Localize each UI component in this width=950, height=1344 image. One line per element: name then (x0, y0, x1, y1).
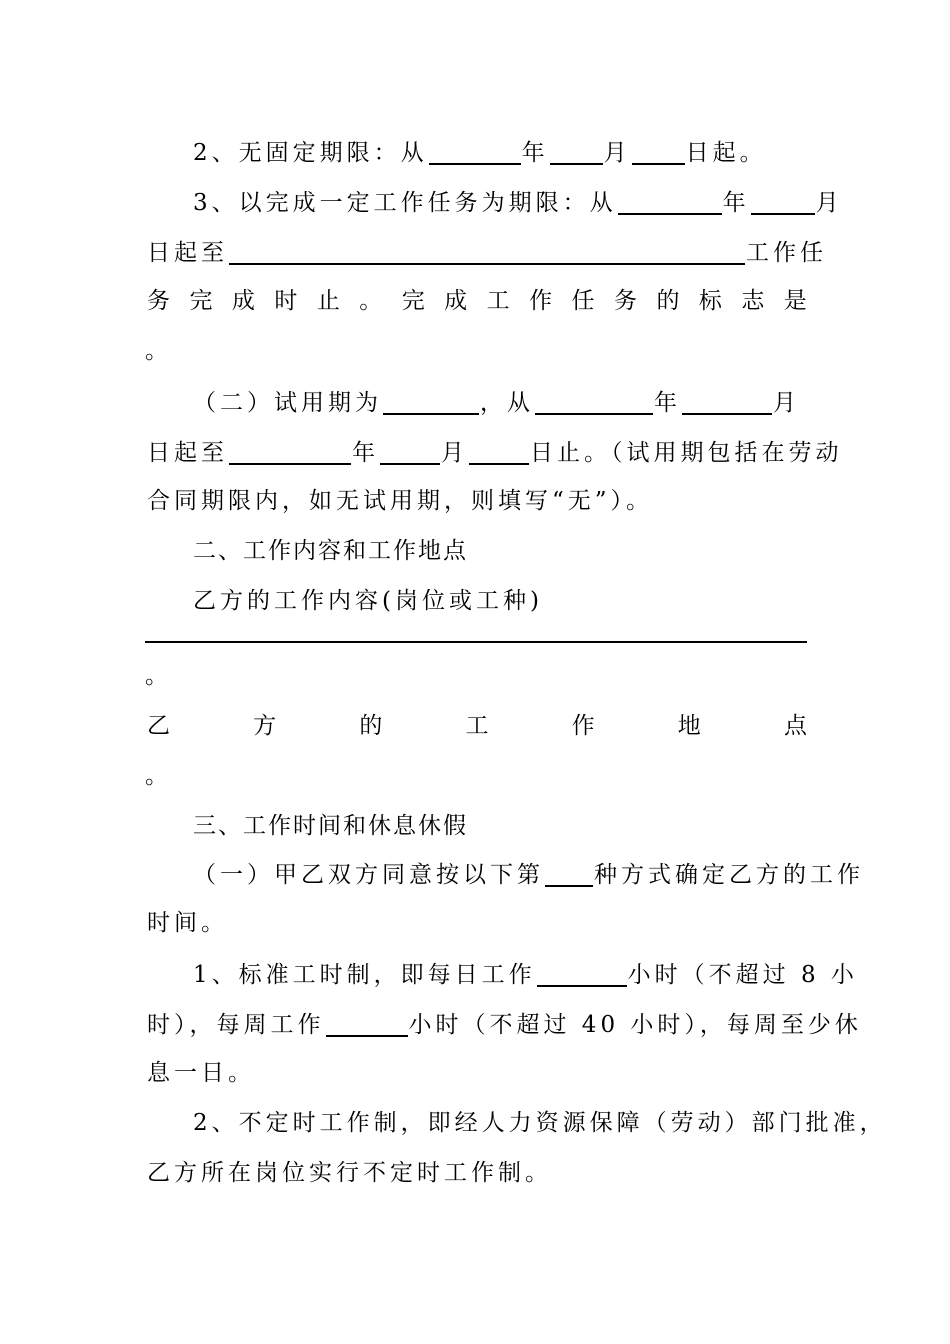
probation-line (193, 390, 800, 415)
task-term-prefix: 3、以完成一定工作任务为期限：从 (193, 190, 617, 216)
work-location-period: 。 (145, 763, 168, 789)
no-fixed-suffix: 日起。 (685, 140, 767, 166)
task-start-year-blank[interactable] (618, 190, 722, 215)
char: 工 (465, 713, 489, 739)
intro-suffix: 种方式确定乙方的工作 (594, 862, 864, 888)
char: 时 (274, 288, 298, 314)
char: 工 (486, 288, 510, 314)
daily-hours-blank[interactable] (537, 962, 627, 987)
probation-start-year-blank[interactable] (535, 390, 653, 415)
probation-prefix: （二）试用期为 (193, 390, 382, 416)
start-day-blank[interactable] (632, 140, 685, 165)
standard-line2-suffix: 小时（不超过 40 小时），每周至少休 (408, 1012, 862, 1038)
probation-year2-label: 年 (352, 440, 379, 466)
probation-line2-suffix: 日止。（试用期包括在劳动 (530, 440, 843, 466)
char: 务 (147, 288, 170, 314)
no-fixed-term-line (193, 140, 767, 165)
flexible-hours-line-2: 乙方所在岗位实行不定时工作制。 (147, 1160, 552, 1186)
char: 。 (359, 288, 383, 314)
probation-month2-label: 月 (441, 440, 468, 466)
work-content-label: 乙方的工作内容(岗位或工种) (193, 588, 543, 614)
task-start-month-blank[interactable] (751, 190, 815, 215)
start-month-blank[interactable] (550, 140, 603, 165)
char: 成 (231, 288, 255, 314)
task-until-blank[interactable] (229, 240, 745, 265)
probation-start-month-blank[interactable] (682, 390, 772, 415)
month-label: 月 (603, 140, 631, 166)
method-number-blank[interactable] (545, 862, 593, 887)
char: 止 (316, 288, 340, 314)
task-term-line (193, 190, 843, 215)
standard-hours-line (193, 962, 858, 987)
char: 成 (444, 288, 468, 314)
char: 完 (189, 288, 213, 314)
task-term-line-3 (147, 290, 807, 313)
standard-hours-line-3: 息一日。 (147, 1060, 255, 1086)
probation-line2-prefix: 日起至 (147, 440, 228, 466)
char: 务 (613, 288, 637, 314)
probation-line-2 (147, 440, 843, 465)
char: 完 (401, 288, 425, 314)
task-month-label: 月 (815, 190, 843, 216)
standard-hours-line-2 (147, 1012, 862, 1037)
char: 点 (783, 713, 807, 739)
work-time-intro (193, 862, 864, 887)
char: 任 (571, 288, 595, 314)
char: 志 (741, 288, 765, 314)
task-line2-suffix: 工作任 (746, 240, 827, 266)
probation-month-label: 月 (773, 390, 800, 416)
no-fixed-prefix: 2、无固定期限：从 (193, 140, 428, 166)
task-term-line-2 (147, 240, 827, 265)
start-year-blank[interactable] (429, 140, 521, 165)
probation-duration-blank[interactable] (383, 390, 479, 415)
probation-year-label: 年 (654, 390, 681, 416)
probation-line-3: 合同期限内，如无试用期，则填写“无”）。 (147, 488, 654, 514)
weekly-hours-blank[interactable] (326, 1012, 408, 1037)
year-label: 年 (521, 140, 549, 166)
probation-from: ，从 (480, 390, 534, 416)
task-year-label: 年 (722, 190, 750, 216)
work-time-intro-line-2: 时间。 (147, 910, 228, 936)
char: 的 (656, 288, 680, 314)
section2-heading: 二、工作内容和工作地点 (193, 538, 468, 564)
work-content-period: 。 (145, 663, 168, 689)
standard-line2-prefix: 时），每周工作 (147, 1012, 325, 1038)
char: 是 (783, 288, 807, 314)
char: 的 (359, 713, 383, 739)
char: 作 (529, 288, 553, 314)
standard-suffix: 小时（不超过 8 小 (627, 962, 858, 988)
char: 标 (698, 288, 722, 314)
intro-prefix: （一）甲乙双方同意按以下第 (193, 862, 544, 888)
probation-end-year-blank[interactable] (229, 440, 351, 465)
task-line2-prefix: 日起至 (147, 240, 228, 266)
char: 地 (677, 713, 701, 739)
task-period: 。 (145, 338, 168, 364)
char: 乙 (147, 713, 170, 739)
probation-end-day-blank[interactable] (469, 440, 529, 465)
char: 作 (571, 713, 595, 739)
section3-heading: 三、工作时间和休息休假 (193, 813, 468, 839)
char: 方 (253, 713, 277, 739)
work-location-line (147, 715, 807, 738)
work-content-blank[interactable] (145, 641, 807, 643)
flexible-hours-line: 2、不定时工作制，即经人力资源保障（劳动）部门批准， (193, 1110, 887, 1136)
standard-prefix: 1、标准工时制，即每日工作 (193, 962, 536, 988)
probation-end-month-blank[interactable] (380, 440, 440, 465)
